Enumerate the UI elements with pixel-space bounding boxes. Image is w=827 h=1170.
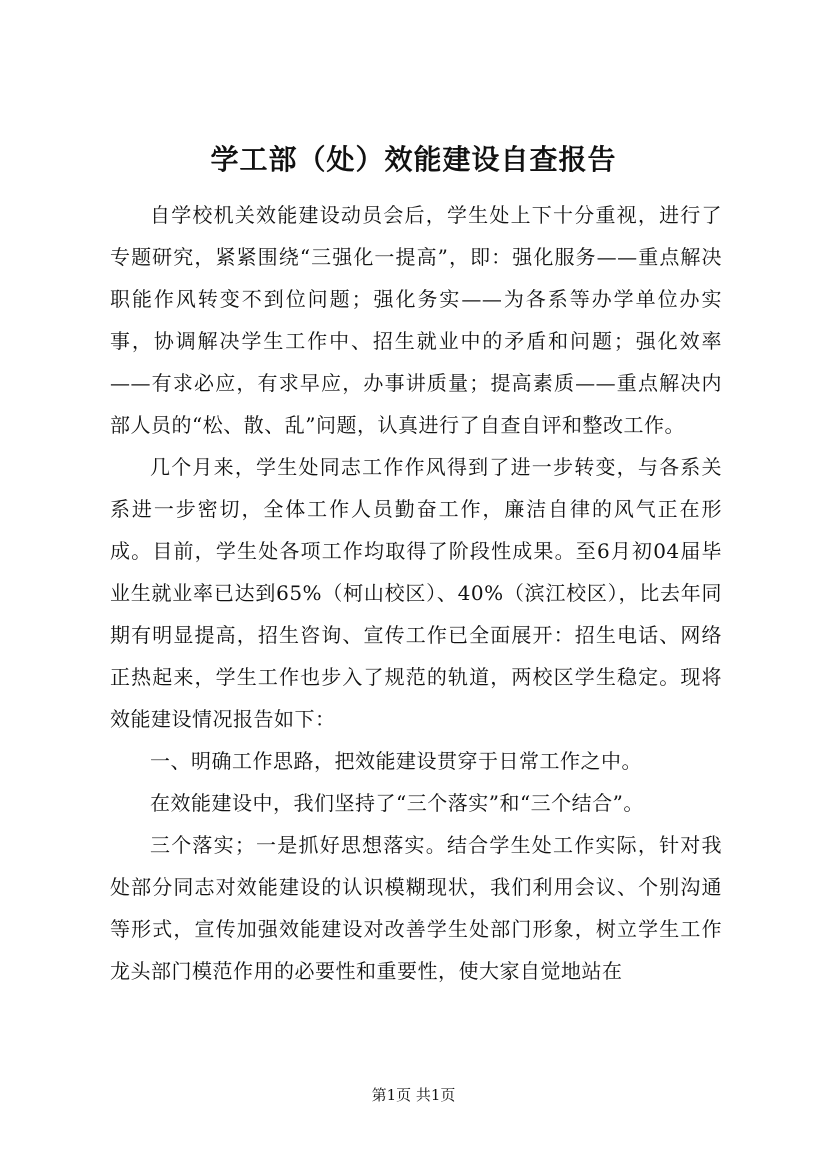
page-footer: 第1页 共1页 — [371, 1086, 456, 1104]
section-heading-1: 一、明确工作思路，把效能建设贯穿于日常工作之中。 — [150, 749, 642, 773]
paragraph-progress: 几个月来，学生处同志工作作风得到了进一步转变，与各系关系进一步密切，全体工作人员勤奋工作，廉洁自律的风气正在形成。目前，学生处各项工作均取得了阶段性成果。至6月初04届毕业生就业率已达到65%（柯山校区）、40%（滨江校区），比去年同期有明显提高，招生咨询、宣传工作已全面展开：招生电话、网络正热起来，学生工作也步入了规范的轨道，两校区学生稳定。现将效能建设情况报告如下： — [110, 455, 722, 731]
document-body — [110, 194, 722, 992]
paragraph-intro: 自学校机关效能建设动员会后，学生处上下十分重视，进行了专题研究，紧紧围绕“三强化一提高”，即：强化服务——重点解决职能作风转变不到位问题；强化务实——为各系等办学单位办实事，协调解决学生工作中、招生就业中的矛盾和问题；强化效率——有求必应，有求早应，办事讲质量；提高素质——重点解决内部人员的“松、散、乱”问题，认真进行了自查自评和整改工作。 — [110, 203, 722, 437]
paragraph-three-implementations: 三个落实；一是抓好思想落实。结合学生处工作实际，针对我处部分同志对效能建设的认识模糊现状，我们利用会议、个别沟通等形式，宣传加强效能建设对改善学生处部门形象，树立学生工作龙头部门模范作用的必要性和重要性，使大家自觉地站在 — [110, 833, 722, 983]
document-title: 学工部（处）效能建设自查报告 — [210, 143, 617, 176]
paragraph-principles: 在效能建设中，我们坚持了“三个落实”和“三个结合”。 — [150, 791, 644, 815]
